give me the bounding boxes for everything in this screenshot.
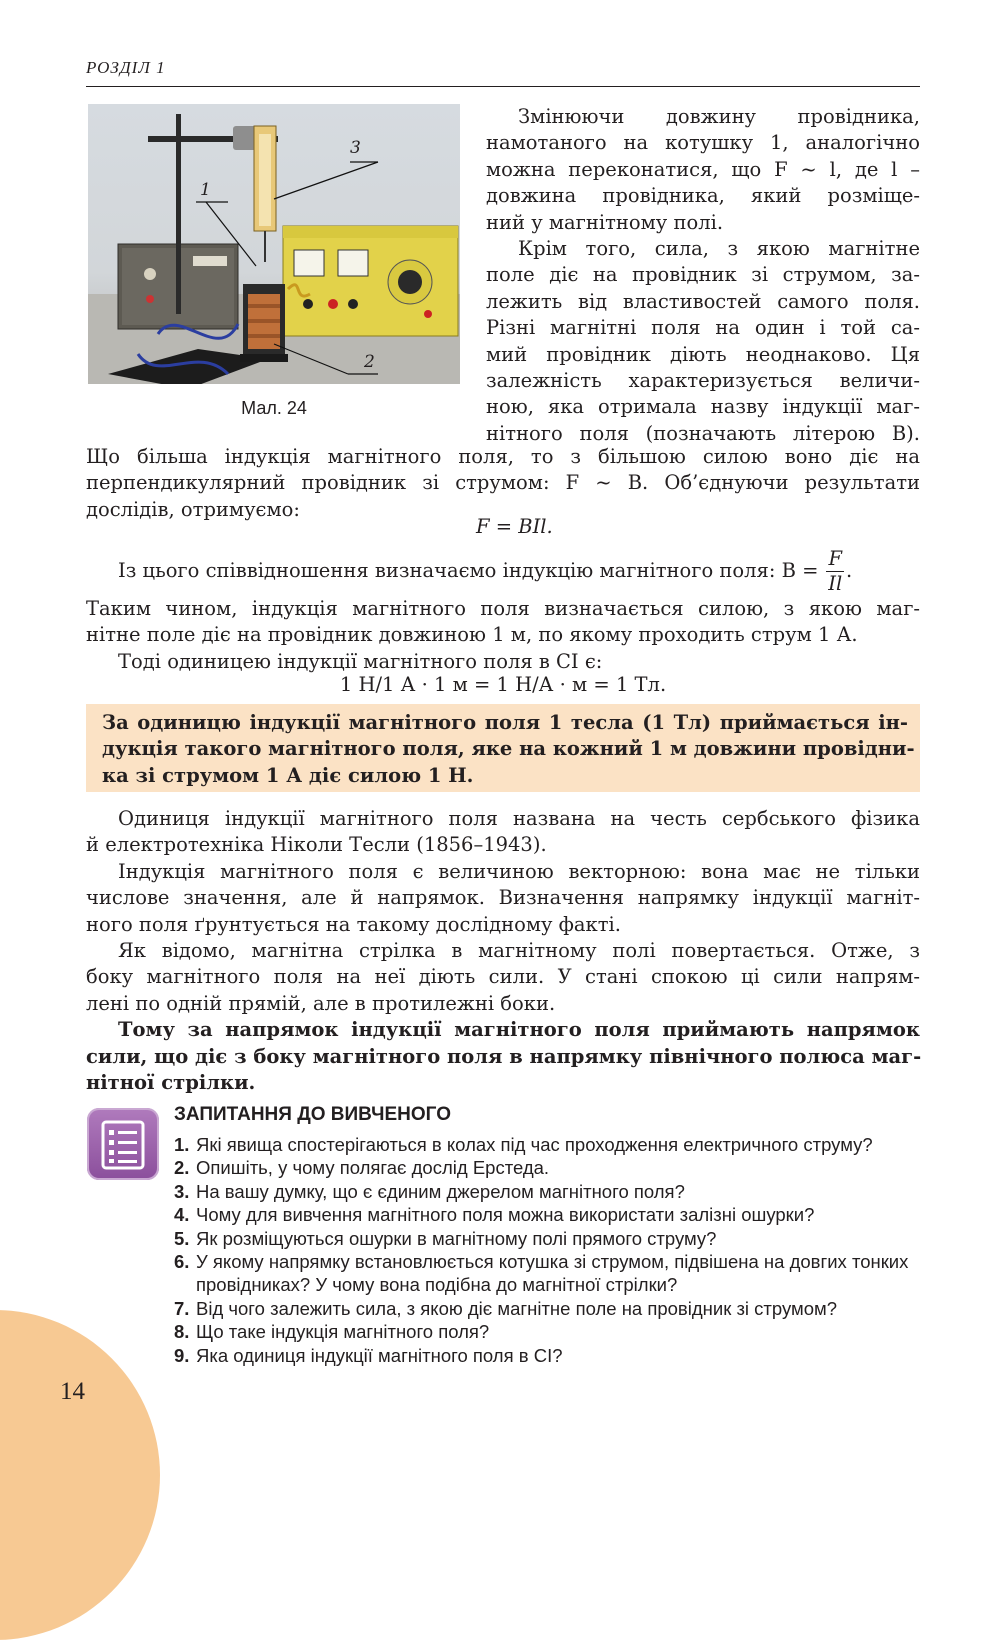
text-line: Як відомо, магнітна стрілка в магнітному полі повертається. Отже, з	[118, 939, 920, 963]
text-line: довжина провідника, який розміще-	[486, 184, 920, 208]
text-line: перпендикулярний провідник зі струмом: F ~ B. Об’єднуючи результати	[86, 471, 920, 495]
induction-text: Із цього співвідношення визначаємо індукцію магнітного поля: B =	[118, 558, 819, 582]
body-text-1	[86, 444, 920, 523]
text-line: ного поля ґрунтується на такому дослідному факті.	[86, 912, 621, 936]
questions-title: ЗАПИТАННЯ ДО ВИВЧЕНОГО	[174, 1104, 451, 1125]
formula-units: 1 Н/1 А · 1 м = 1 Н/А · м = 1 Тл.	[339, 673, 667, 696]
fraction-denominator: Il	[828, 571, 843, 595]
body-text-3	[86, 806, 920, 1096]
callout-3: 3	[350, 138, 361, 158]
questions-list	[174, 1133, 934, 1367]
question-item: 4. Чому для вивчення магнітного поля можна використати залізні ошурки?	[174, 1204, 815, 1226]
checklist-icon	[87, 1108, 159, 1180]
text-line: нітне поле діє на провідник довжиною 1 м, по якому проходить струм 1 А.	[86, 623, 858, 647]
question-item: 3. На вашу думку, що є єдиним джерелом магнітного поля?	[174, 1180, 685, 1202]
text-line: й електротехніка Ніколи Тесли (1856–1943).	[86, 833, 547, 857]
induction-fraction	[826, 547, 844, 596]
body-text-2: Із цього співвідношення визначаємо індукцію магнітного поля: B = $\frac{F}{Il}$ . Таким чином, індукція магнітного поля визначається силою, з якою маг- нітне поле діє на провідник довжиною 1 м, по якому проходить струм 1 А. Тоді одиницею індукції магнітного поля в СІ є:	[86, 546, 920, 675]
text-line: Таким чином, індукція магнітного поля визначається силою, з якою маг-	[86, 597, 920, 620]
text-line: Тому за напрямок індукції магнітного поля приймають напрямок	[118, 1018, 920, 1042]
rule-line: дукція такого магнітного поля, яке на кожний 1 м довжини провідни-	[102, 737, 915, 761]
text-line: боку магнітного поля на неї діють сили. У стані спокою ці сили напрям-	[86, 965, 920, 989]
figure-caption: Мал. 24	[241, 398, 307, 418]
text-line: залежність характеризується величи-	[486, 369, 920, 393]
text-line: можна переконатися, що F ~ l, де l –	[486, 157, 920, 181]
question-item: 7. Від чого залежить сила, з якою діє магнітне поле на провідник зі струмом?	[174, 1297, 838, 1319]
text-line: намотаного на котушку 1, аналогічно	[486, 131, 920, 155]
text-line: Індукція магнітного поля є величиною векторною: вона має не тільки	[118, 859, 920, 883]
text-line: числове значення, але й напрямок. Визначення напрямку індукції магніт-	[86, 886, 920, 910]
question-item: 1. Які явища спостерігаються в колах під час проходження електричного струму?	[174, 1134, 873, 1155]
section-header: РОЗДІЛ 1	[86, 58, 920, 87]
question-item: 9. Яка одиниця індукції магнітного поля в СІ?	[174, 1344, 563, 1366]
text-line: мий провідник діють неоднаково. Ця	[486, 342, 920, 366]
text-line: нітної стрілки.	[86, 1071, 256, 1095]
text-line: Одиниця індукції магнітного поля названа на честь сербського фізика	[118, 807, 920, 830]
callout-2: 2	[364, 352, 375, 372]
page-number: 14	[60, 1378, 85, 1405]
text-line: ний у магнітному полі.	[486, 210, 724, 234]
callout-1: 1	[200, 180, 211, 200]
text-line: сили, що діє з боку магнітного поля в напрямку північного полюса маг-	[86, 1044, 922, 1068]
corner-decoration	[0, 1310, 160, 1640]
question-item: 8. Що таке індукція магнітного поля?	[174, 1321, 490, 1343]
text-line: ною, яка отримала назву індукції маг-	[486, 395, 920, 419]
fraction-numerator: F	[828, 546, 842, 570]
question-item: 5. Як розміщуються ошурки в магнітному полі прямого струму?	[174, 1227, 717, 1249]
figure-photo	[88, 104, 460, 384]
formula-force: F = BIl.	[476, 515, 553, 538]
text-line: Що більша індукція магнітного поля, то з більшою силою воно діє на	[86, 445, 920, 468]
text-line: лежить від властивостей самого поля.	[486, 289, 920, 313]
definition-box	[86, 704, 920, 792]
text-line: Змінюючи довжину провідника,	[518, 105, 920, 128]
question-item: 6. У якому напрямку встановлюється котушка зі струмом, підвішена на довгих тонких провідниках? У чому вона подібна до магнітної стрілки?	[174, 1251, 909, 1296]
text-line: Різні магнітні поля на один і той са-	[486, 316, 920, 340]
text-line: Крім того, сила, з якою магнітне	[518, 237, 920, 261]
text-line: Тоді одиницею індукції магнітного поля в СІ є:	[118, 649, 603, 673]
text-line: нітного поля (позначають літерою B).	[486, 421, 920, 445]
question-item: 2. Опишіть, у чому полягає дослід Ерстеда.	[174, 1157, 550, 1179]
text-line: дослідів, отримуємо:	[86, 497, 300, 521]
right-column-text	[486, 104, 920, 447]
apparatus-illustration	[88, 104, 460, 384]
rule-line: ка зі струмом 1 А діє силою 1 Н.	[102, 763, 474, 787]
rule-line: За одиницю індукції магнітного поля 1 тесла (1 Тл) приймається ін-	[102, 711, 908, 734]
text-line: поле діє на провідник зі струмом, за-	[486, 263, 920, 287]
text-line: лені по одній прямій, але в протилежні боки.	[86, 991, 556, 1015]
